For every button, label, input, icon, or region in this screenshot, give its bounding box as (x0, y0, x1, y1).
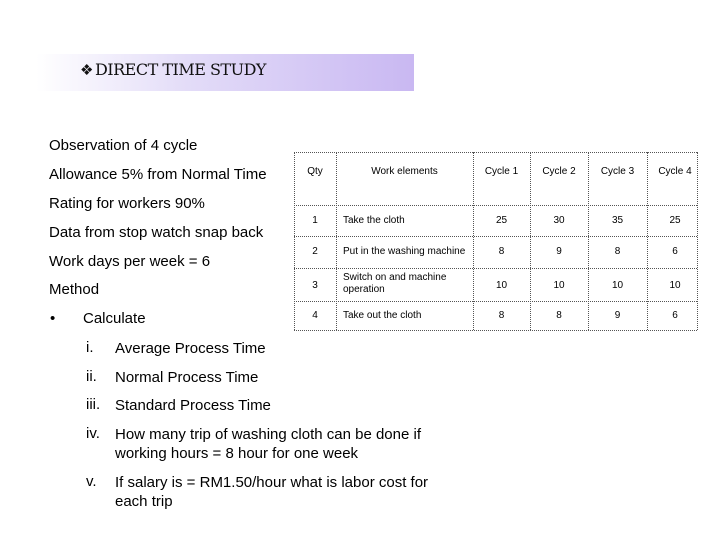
observation-text: Observation of 4 cycle (49, 137, 198, 154)
table-cell-cycle-2: 8 (556, 310, 562, 321)
table-rule (294, 152, 697, 153)
calculate-text: Calculate (83, 310, 146, 327)
table-cell-cycle-3: 8 (614, 246, 621, 257)
work-days-text: Work days per week = 6 (49, 253, 211, 270)
diamond-bullet-icon: ❖ (80, 61, 93, 79)
table-cell-element: Switch on and machine operation (343, 272, 447, 295)
slide-title-text: DIRECT TIME STUDY (94, 60, 266, 79)
table-rule (294, 301, 697, 302)
task-number: iv. (86, 425, 100, 442)
table-rule (294, 268, 697, 269)
task-text: If salary is = RM1.50/hour what is labor cost for each trip (115, 474, 429, 510)
table-cell-cycle-1: 10 (495, 280, 508, 291)
task-number: iii. (86, 396, 101, 413)
table-rule (647, 152, 648, 330)
table-cell-cycle-2: 30 (553, 215, 565, 226)
task-number: i. (86, 339, 94, 356)
table-cell-cycle-2: 10 (553, 280, 565, 291)
task-number: ii. (86, 368, 97, 385)
table-rule (588, 152, 589, 330)
method-text: Method (49, 281, 100, 298)
table-cell-element: Take the cloth (343, 215, 405, 226)
task-text: How many trip of washing cloth can be done if working hours = 8 hour for one week (115, 426, 421, 462)
task-text: Normal Process Time (115, 369, 259, 386)
task-text: Standard Process Time (115, 397, 271, 414)
table-cell-cycle-4: 6 (672, 246, 678, 257)
table-header-cycle-4: Cycle 4 (658, 166, 692, 177)
table-header-cycle-3: Cycle 3 (600, 166, 635, 177)
table-cell-cycle-4: 25 (669, 215, 681, 226)
table-header-cycle-2: Cycle 2 (542, 166, 576, 177)
calculate-bullet: • (50, 310, 56, 327)
table-cell-cycle-4: 6 (672, 310, 678, 321)
table-cell-cycle-1: 8 (498, 246, 505, 257)
table-cell-cycle-4: 10 (669, 280, 681, 291)
rating-text: Rating for workers 90% (49, 195, 205, 212)
table-rule (294, 205, 697, 206)
table-cell-qty: 4 (312, 310, 318, 321)
table-rule (294, 236, 697, 237)
table-rule (294, 152, 295, 330)
task-number: v. (86, 473, 97, 490)
table-cell-element: Put in the washing machine (343, 246, 466, 257)
slide-title (80, 60, 266, 79)
table-cell-cycle-3: 10 (611, 280, 624, 291)
table-cell-cycle-1: 25 (495, 215, 508, 226)
table-cell-element: Take out the cloth (343, 310, 422, 321)
table-cell-qty: 2 (312, 246, 318, 257)
table-rule (697, 152, 698, 330)
table-header-cycle-1: Cycle 1 (484, 166, 519, 177)
data-source-text: Data from stop watch snap back (49, 224, 264, 241)
table-header-elements: Work elements (371, 166, 438, 177)
table-cell-qty: 1 (312, 215, 318, 226)
table-cell-qty: 3 (312, 280, 318, 291)
table-cell-cycle-3: 35 (611, 215, 624, 226)
allowance-text: Allowance 5% from Normal Time (49, 166, 267, 183)
table-cell-cycle-2: 9 (556, 246, 562, 257)
table-rule (294, 330, 697, 331)
table-cell-cycle-3: 9 (614, 310, 621, 321)
task-text: Average Process Time (115, 340, 266, 357)
table-rule (530, 152, 531, 330)
table-rule (473, 152, 474, 330)
table-cell-cycle-1: 8 (498, 310, 505, 321)
table-rule (336, 152, 337, 330)
table-header-qty: Qty (307, 166, 323, 177)
